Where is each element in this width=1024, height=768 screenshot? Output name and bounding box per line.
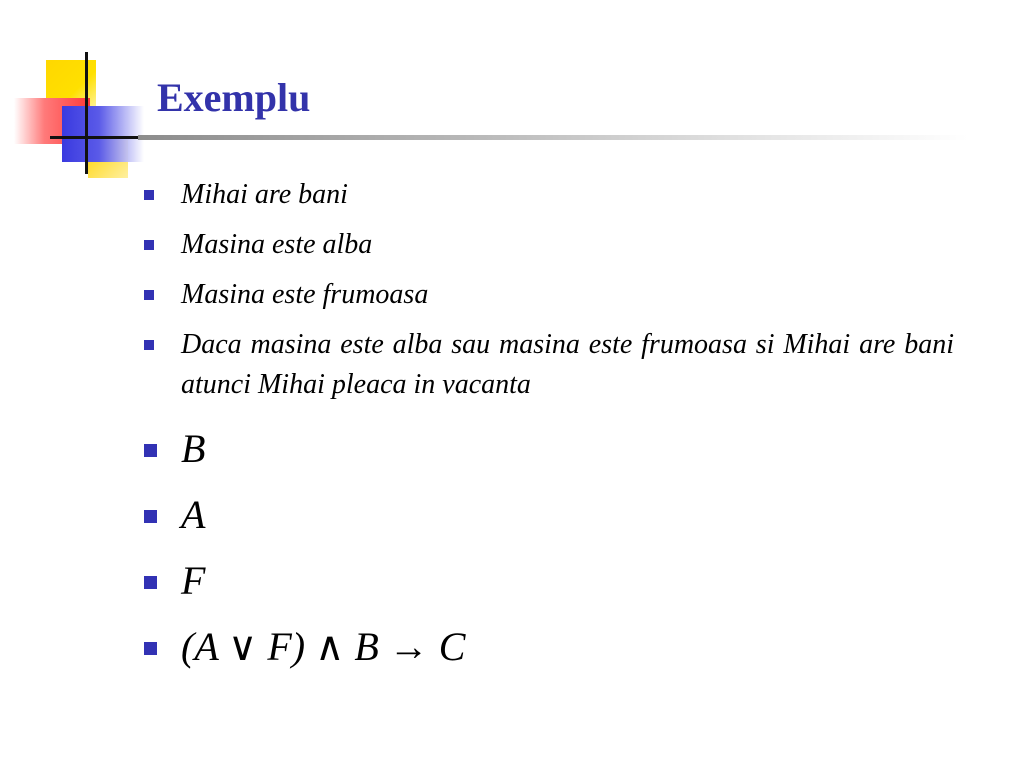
square-bullet-icon: [144, 290, 154, 300]
list-item: [144, 489, 954, 541]
statement-text: Masina este frumoasa: [181, 279, 429, 310]
square-bullet-icon: [144, 340, 154, 350]
list-item: [144, 423, 954, 475]
symbol-text: F: [181, 558, 206, 603]
list-item: [144, 225, 954, 265]
symbol-text: B: [181, 426, 206, 471]
square-bullet-icon: [144, 190, 154, 200]
square-bullet-icon: [144, 510, 157, 523]
square-bullet-icon: [144, 576, 157, 589]
title-underline: [138, 135, 968, 140]
list-item: [144, 555, 954, 607]
logo-vertical-line: [85, 52, 88, 174]
formula-c: C: [438, 624, 466, 669]
bullet-list: [144, 175, 954, 687]
square-bullet-icon: [144, 240, 154, 250]
square-bullet-icon: [144, 444, 157, 457]
logo-blue-bar: [62, 106, 144, 162]
or-operator: ∨: [228, 624, 258, 669]
formula-open: (A: [181, 624, 219, 669]
symbol-text: A: [181, 492, 206, 537]
list-item: [144, 275, 954, 315]
list-item: [144, 175, 954, 215]
list-item: [144, 325, 954, 405]
formula-f: F): [267, 624, 306, 669]
and-operator: ∧: [315, 624, 345, 669]
statement-text: Masina este alba: [181, 229, 373, 260]
slide-title: Exemplu: [157, 75, 311, 120]
statement-text: Daca masina este alba sau masina este frumoasa si Mihai are bani atunci Mihai pleaca in vacanta: [181, 329, 954, 400]
formula-item: [144, 621, 954, 673]
formula-b: B: [354, 624, 379, 669]
logo-horizontal-line: [50, 136, 142, 139]
statement-text: Mihai are bani: [181, 179, 348, 210]
implies-arrow: →: [388, 624, 429, 669]
square-bullet-icon: [144, 642, 157, 655]
